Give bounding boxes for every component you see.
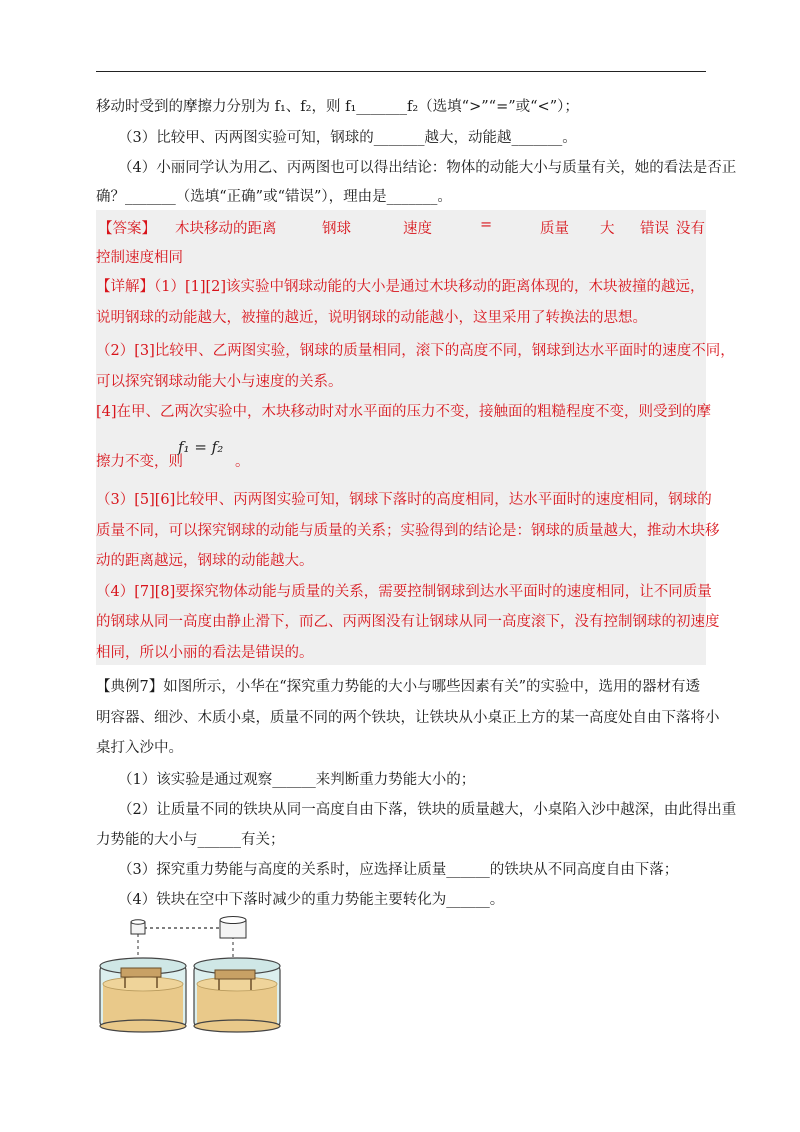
answer-item-8: 没有 [676, 221, 705, 237]
experiment-figure [96, 910, 296, 1035]
detail-p3-line-b: 擦力不变，则 。 [96, 454, 250, 470]
detail-p2-line-b: 可以探究钢球动能大小与速度的关系。 [96, 374, 343, 390]
large-iron-block-icon [220, 917, 246, 939]
question-line-4: 确？_______（选填“正确”或“错误”），理由是_______。 [96, 189, 452, 205]
question-line-2: （3）比较甲、丙两图实验可知，钢球的_______越大，动能越_______。 [118, 130, 577, 146]
left-container-icon [100, 958, 186, 1032]
question-line-3: （4）小丽同学认为用乙、丙两图也可以得出结论：物体的动能大小与质量有关，她的看法是否正 [118, 160, 737, 176]
answer-continuation: 控制速度相同 [96, 250, 183, 266]
example7-line-3: 桌打入沙中。 [96, 740, 183, 756]
detail-p5-line-b: 的钢球从同一高度由静止滑下，而乙、丙两图没有让钢球从同一高度滚下，没有控制钢球的初速度 [96, 614, 720, 630]
answer-label: 【答案】 [98, 221, 156, 237]
answer-item-6: 大 [600, 221, 615, 237]
detail-p5-line-c: 相同，所以小丽的看法是错误的。 [96, 645, 314, 661]
example7-line-1: 【典例7】如图所示，小华在“探究重力势能的大小与哪些因素有关”的实验中，选用的器材有透 [96, 679, 701, 695]
answer-item-1: 木块移动的距离 [175, 221, 277, 237]
answer-item-7: 错误 [640, 221, 669, 237]
answer-item-4: = [480, 217, 493, 233]
detail-p5-line-a: （4）[7][8]要探究物体动能与质量的关系，需要控制钢球到达水平面时的速度相同，让不同质量 [96, 584, 712, 600]
detail-p4-line-b: 质量不同，可以探究钢球的动能与质量的关系；实验得到的结论是：钢球的质量越大，推动木块移 [96, 523, 720, 539]
detail-p4-line-c: 动的距离越远，钢球的动能越大。 [96, 553, 314, 569]
answer-item-2: 钢球 [322, 221, 351, 237]
question-line-1: 移动时受到的摩擦力分别为 f₁、f₂，则 f₁_______f₂（选填“>”“=”或“<”）； [96, 99, 579, 115]
header-rule [96, 71, 706, 72]
answer-item-3: 速度 [403, 221, 432, 237]
example7-question-2b: 力势能的大小与______有关； [96, 832, 285, 848]
detail-p3-line-a: [4]在甲、乙两次实验中，木块移动时对水平面的压力不变，接触面的粗糙程度不变，则受到的摩 [96, 404, 712, 420]
right-container-icon [194, 958, 280, 1032]
detail-label: 【详解】 [96, 279, 154, 295]
example7-question-1: （1）该实验是通过观察______来判断重力势能大小的； [118, 772, 476, 788]
detail-p4-line-a: （3）[5][6]比较甲、丙两图实验可知，钢球下落时的高度相同，达水平面时的速度相同，钢球的 [96, 492, 712, 508]
example7-question-2a: （2）让质量不同的铁块从同一高度自由下落，铁块的质量越大，小桌陷入沙中越深，由此得出重 [118, 802, 737, 818]
detail-p1-line-a: 【详解】（1）[1][2]该实验中钢球动能的大小是通过木块移动的距离体现的，木块被撞的越远， [96, 279, 705, 295]
answer-item-5: 质量 [540, 221, 569, 237]
detail-p1-line-b: 说明钢球的动能越大，被撞的越近，说明钢球的动能越小，这里采用了转换法的思想。 [96, 310, 647, 326]
detail-p2-line-a: （2）[3]比较甲、乙两图实验，钢球的质量相同，滚下的高度不同，钢球到达水平面时的速度不同， [96, 343, 735, 359]
example7-question-4: （4）铁块在空中下落时减少的重力势能主要转化为______。 [118, 892, 505, 908]
example7-line-2: 明容器、细沙、木质小桌，质量不同的两个铁块，让铁块从小桌正上方的某一高度处自由下落将小 [96, 710, 720, 726]
example7-question-3: （3）探究重力势能与高度的关系时，应选择让质量______的铁块从不同高度自由下落； [118, 862, 679, 878]
small-iron-block-icon [131, 920, 145, 934]
friction-formula: f₁ = f₂ [178, 438, 224, 456]
